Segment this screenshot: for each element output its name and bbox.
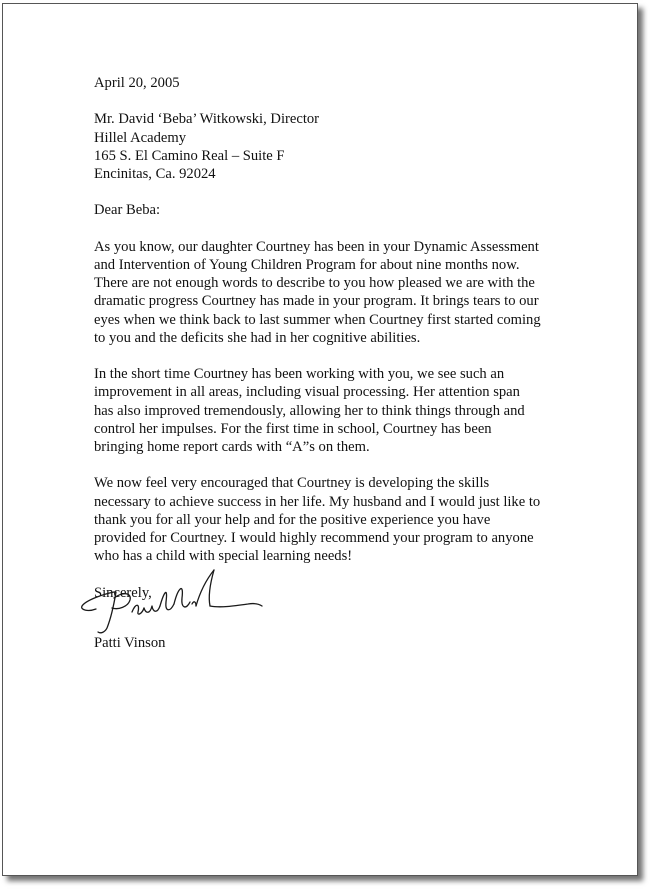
recipient-address — [94, 110, 564, 183]
paragraph-2 — [94, 365, 564, 456]
paragraph-1 — [94, 238, 564, 347]
paragraph-line: We now feel very encouraged that Courtney is developing the skills — [94, 475, 490, 492]
paragraph-line: There are not enough words to describe to you how pleased we are with the — [94, 275, 535, 292]
salutation: Dear Beba: — [94, 202, 161, 219]
letter-page — [2, 3, 638, 876]
signer-name: Patti Vinson — [94, 634, 166, 651]
paragraph-line: provided for Courtney. I would highly recommend your program to anyone — [94, 530, 534, 546]
handwritten-signature — [74, 562, 264, 642]
letter-date: April 20, 2005 — [94, 75, 180, 91]
recipient-name: Mr. David ‘Beba’ Witkowski, Director — [94, 111, 320, 128]
paragraph-line: thank you for all your help and for the positive experience you have — [94, 511, 491, 528]
paragraph-line: necessary to achieve success in her life. My husband and I would just like to — [94, 493, 541, 510]
letter-body — [94, 74, 564, 654]
paragraph-line: bringing home report cards with “A”s on them. — [94, 439, 370, 455]
paragraph-line: In the short time Courtney has been working with you, we see such an — [94, 366, 505, 383]
paragraph-line: As you know, our daughter Courtney has been in your Dynamic Assessment — [94, 238, 539, 255]
paragraph-3 — [94, 474, 564, 565]
closing-text: Sincerely, — [94, 584, 152, 601]
paragraph-line: dramatic progress Courtney has made in your program. It brings tears to our — [94, 293, 539, 310]
paragraph-line: eyes when we think back to last summer when Courtney first started coming — [94, 311, 541, 328]
closing-block — [94, 584, 564, 654]
paragraph-line: control her impulses. For the first time in school, Courtney has been — [94, 420, 492, 437]
recipient-street: 165 S. El Camino Real – Suite F — [94, 147, 285, 164]
paragraph-line: has also improved tremendously, allowing her to think things through and — [94, 402, 525, 419]
recipient-city: Encinitas, Ca. 92024 — [94, 166, 216, 182]
paragraph-line: to you and the deficits she had in her cognitive abilities. — [94, 329, 421, 346]
paragraph-line: who has a child with special learning needs! — [94, 548, 353, 565]
paragraph-line: and Intervention of Young Children Program for about nine months now. — [94, 256, 520, 273]
recipient-organization: Hillel Academy — [94, 129, 186, 146]
paragraph-line: improvement in all areas, including visual processing. Her attention span — [94, 384, 520, 401]
